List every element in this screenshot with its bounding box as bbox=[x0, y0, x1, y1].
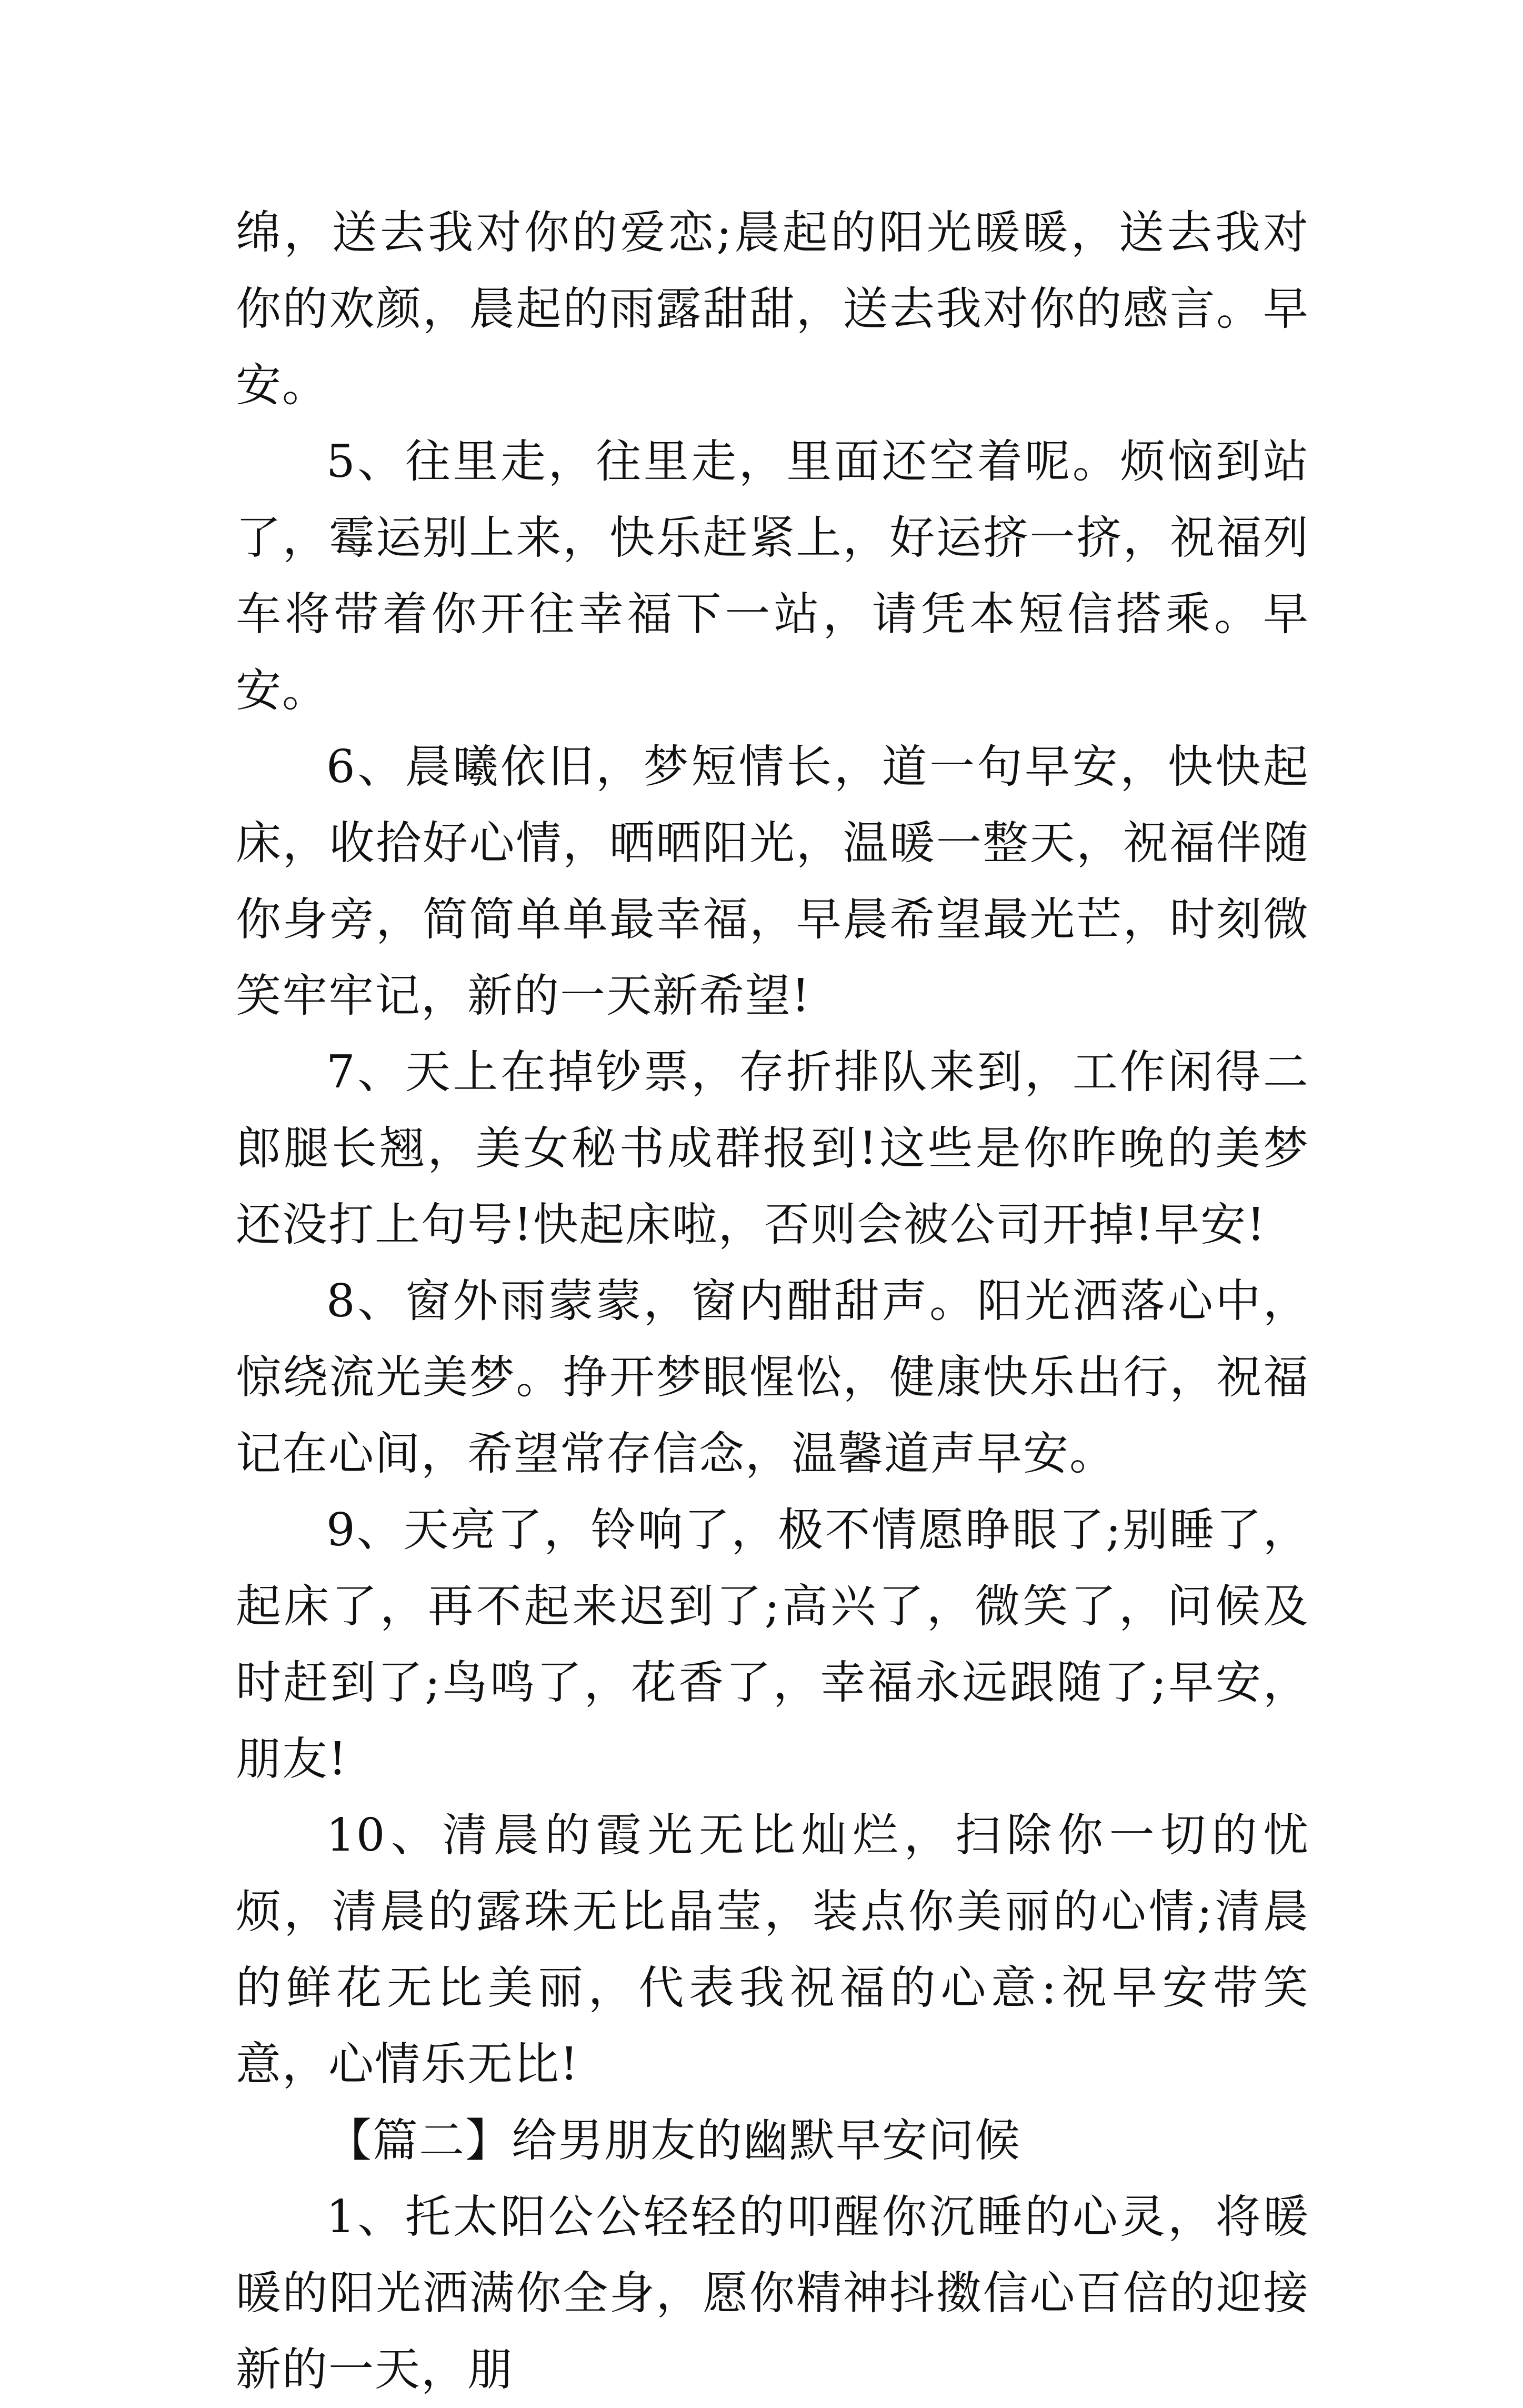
section-heading: 【篇二】给男朋友的幽默早安问候 bbox=[326, 2114, 1021, 2167]
paragraph-item-6: 6、晨曦依旧，梦短情长，道一句早安，快快起床，收拾好心情，晒晒阳光，温暖一整天，祝福伴随你身旁，简简单单最幸福，早晨希望最光芒，时刻微笑牢牢记，新的一天新希望! bbox=[236, 741, 1309, 1022]
paragraph-item-5: 5、往里走，往里走，里面还空着呢。烦恼到站了，霉运别上来，快乐赶紧上，好运挤一挤，祝福列车将带着你开往幸福下一站，请凭本短信搭乘。早安。 bbox=[236, 435, 1309, 717]
paragraph-item-7: 7、天上在掉钞票，存折排队来到，工作闲得二郎腿长翘，美女秘书成群报到!这些是你昨晚的美梦还没打上句号!快起床啦，否则会被公司开掉!早安! bbox=[236, 1046, 1309, 1251]
paragraph-continuation: 绵，送去我对你的爱恋;晨起的阳光暖暖，送去我对你的欢颜，晨起的雨露甜甜，送去我对你的感言。早安。 bbox=[236, 206, 1309, 412]
document-body bbox=[236, 195, 1309, 2408]
paragraph-item-10: 10、清晨的霞光无比灿烂，扫除你一切的忧烦，清晨的露珠无比晶莹，装点你美丽的心情;清晨的鲜花无比美丽，代表我祝福的心意:祝早安带笑意，心情乐无比! bbox=[236, 1809, 1309, 2091]
paragraph-item-1: 1、托太阳公公轻轻的叩醒你沉睡的心灵，将暖暖的阳光洒满你全身，愿你精神抖擞信心百倍的迎接新的一天，朋 bbox=[236, 2191, 1309, 2396]
paragraph-item-8: 8、窗外雨蒙蒙，窗内酣甜声。阳光洒落心中，惊绕流光美梦。挣开梦眼惺忪，健康快乐出行，祝福记在心间，希望常存信念，温馨道声早安。 bbox=[236, 1275, 1309, 1480]
paragraph-item-9: 9、天亮了，铃响了，极不情愿睁眼了;别睡了，起床了，再不起来迟到了;高兴了，微笑了，问候及时赶到了;鸟鸣了，花香了，幸福永远跟随了;早安，朋友! bbox=[236, 1504, 1309, 1785]
